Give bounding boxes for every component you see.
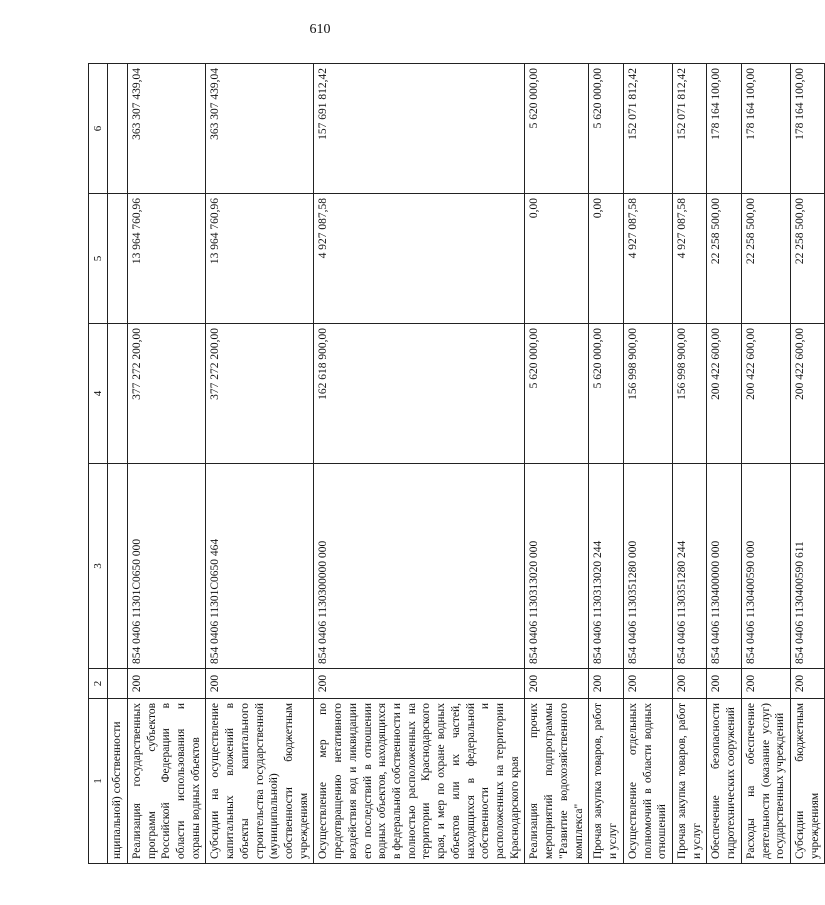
row-change: 4 927 087,58 <box>314 194 525 324</box>
table-row <box>206 64 314 864</box>
row-name: Расходы на обеспечение деятельности (оказание услуг) государственных учреждений <box>741 699 790 864</box>
table-row <box>707 64 741 864</box>
row-name: Реализация государственных программ субъектов Российской Федерации в области использования и охраны водных объектов <box>127 699 206 864</box>
row-approved: 200 422 600,00 <box>790 324 824 464</box>
row-code: 854 0406 1130400000 000 <box>707 464 741 669</box>
row-code: 854 0406 1130351280 000 <box>623 464 672 669</box>
row-admin: 200 <box>127 669 206 699</box>
row-admin: 200 <box>206 669 314 699</box>
row-name: нципальной) собственности <box>108 699 128 864</box>
row-total: 363 307 439,04 <box>127 64 206 194</box>
row-total: 5 620 000,00 <box>525 64 589 194</box>
table-row <box>672 64 706 864</box>
row-change: 4 927 087,58 <box>672 194 706 324</box>
row-approved: 377 272 200,00 <box>127 324 206 464</box>
header-col-6: 6 <box>89 64 108 194</box>
row-approved: 5 620 000,00 <box>589 324 623 464</box>
row-approved: 200 422 600,00 <box>741 324 790 464</box>
table-header-row <box>89 64 108 864</box>
header-col-1: 1 <box>89 699 108 864</box>
table-container <box>88 64 821 864</box>
row-code <box>108 464 128 669</box>
row-code: 854 0406 1130400590 611 <box>790 464 824 669</box>
row-approved: 377 272 200,00 <box>206 324 314 464</box>
row-code: 854 0406 1130300000 000 <box>314 464 525 669</box>
page-number: 610 <box>309 22 331 37</box>
row-admin: 200 <box>790 669 824 699</box>
row-code: 854 0406 11301С0650 464 <box>206 464 314 669</box>
row-change: 0,00 <box>589 194 623 324</box>
row-change: 22 258 500,00 <box>790 194 824 324</box>
row-code: 854 0406 1130400590 000 <box>741 464 790 669</box>
row-total: 157 691 812,42 <box>314 64 525 194</box>
row-approved: 5 620 000,00 <box>525 324 589 464</box>
row-change: 22 258 500,00 <box>741 194 790 324</box>
row-name: Прочая закупка товаров, работ и услуг <box>672 699 706 864</box>
row-code: 854 0406 1130351280 244 <box>672 464 706 669</box>
table-row <box>589 64 623 864</box>
row-name: Субсидии на осуществление капитальных вложений в объекты капитального строительства государственной (муниципальной) собственности бюджетным учреждениям <box>206 699 314 864</box>
row-change: 13 964 760,96 <box>127 194 206 324</box>
table-row <box>127 64 206 864</box>
row-admin: 200 <box>707 669 741 699</box>
row-change: 4 927 087,58 <box>623 194 672 324</box>
row-admin: 200 <box>623 669 672 699</box>
row-total: 178 164 100,00 <box>741 64 790 194</box>
row-code: 854 0406 11301С0650 000 <box>127 464 206 669</box>
table-row <box>108 64 128 864</box>
row-approved: 156 998 900,00 <box>672 324 706 464</box>
row-name: Осуществление мер по предотвращению негативного воздействия вод и ликвидации его последствий в отношении водных объектов, находящихся в федеральной собственности и полностью расположенных на территории Краснодарского края, и мер по охране водных объектов или их частей, находящихся в федеральной собственности и расположенных на территории Краснодарского края <box>314 699 525 864</box>
header-col-5: 5 <box>89 194 108 324</box>
header-col-2: 2 <box>89 669 108 699</box>
table-row <box>623 64 672 864</box>
row-admin: 200 <box>741 669 790 699</box>
table-row <box>314 64 525 864</box>
table-row <box>741 64 790 864</box>
budget-table <box>88 63 825 864</box>
row-approved: 162 618 900,00 <box>314 324 525 464</box>
row-total: 178 164 100,00 <box>790 64 824 194</box>
row-name: Осуществление отдельных полномочий в области водных отношений <box>623 699 672 864</box>
row-total: 5 620 000,00 <box>589 64 623 194</box>
header-col-4: 4 <box>89 324 108 464</box>
table-row <box>525 64 589 864</box>
row-change <box>108 194 128 324</box>
row-total: 152 071 812,42 <box>672 64 706 194</box>
row-approved: 200 422 600,00 <box>707 324 741 464</box>
table-row <box>790 64 824 864</box>
row-code: 854 0406 1130313020 244 <box>589 464 623 669</box>
row-total: 152 071 812,42 <box>623 64 672 194</box>
row-admin: 200 <box>525 669 589 699</box>
row-name: Прочая закупка товаров, работ и услуг <box>589 699 623 864</box>
row-code: 854 0406 1130313020 000 <box>525 464 589 669</box>
row-admin: 200 <box>672 669 706 699</box>
row-total: 363 307 439,04 <box>206 64 314 194</box>
row-change: 22 258 500,00 <box>707 194 741 324</box>
row-admin: 200 <box>314 669 525 699</box>
row-admin: 200 <box>589 669 623 699</box>
row-name: Реализация прочих мероприятий подпрограммы "Развитие водохозяйственного комплекса" <box>525 699 589 864</box>
row-change: 13 964 760,96 <box>206 194 314 324</box>
header-col-3: 3 <box>89 464 108 669</box>
row-name: Обеспечение безопасности гидротехнических сооружений <box>707 699 741 864</box>
row-approved: 156 998 900,00 <box>623 324 672 464</box>
row-total: 178 164 100,00 <box>707 64 741 194</box>
row-total <box>108 64 128 194</box>
row-name: Субсидии бюджетным учреждениям <box>790 699 824 864</box>
row-admin <box>108 669 128 699</box>
row-approved <box>108 324 128 464</box>
row-change: 0,00 <box>525 194 589 324</box>
